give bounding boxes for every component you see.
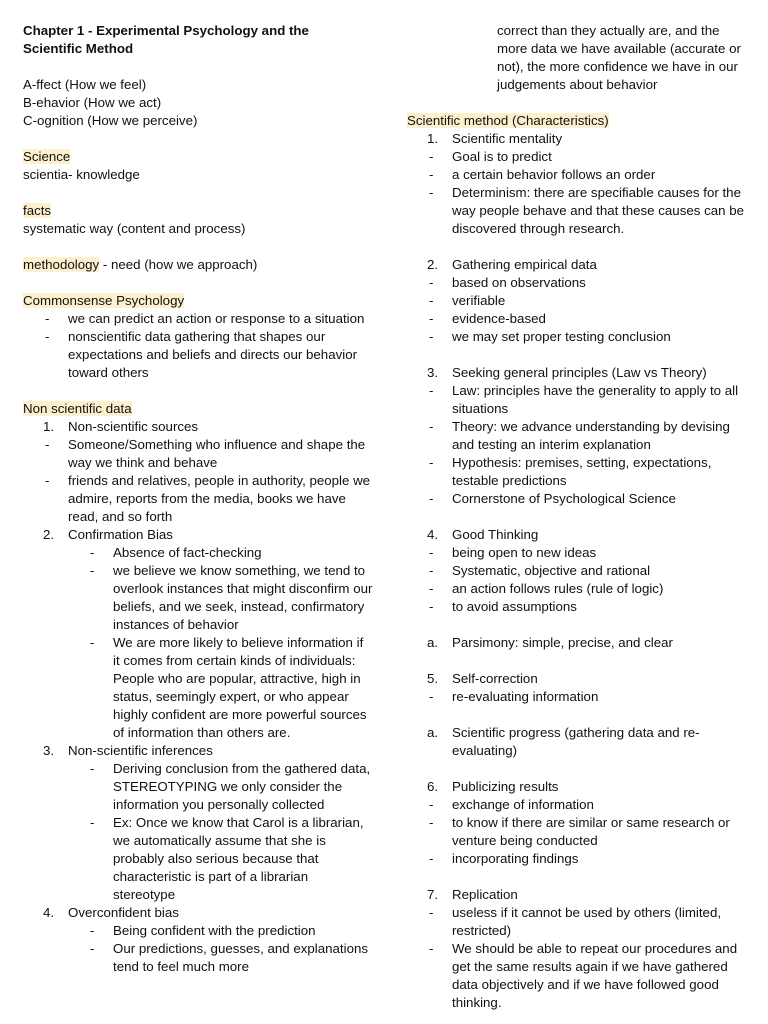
list-item: - nonscientific data gathering that shapes our expectations and beliefs and directs our behavior toward others bbox=[45, 329, 358, 380]
numbered-item: 6. Publicizing results bbox=[427, 779, 559, 794]
list-item: - friends and relatives, people in authority, people we admire, reports from the media, books we have read, and so forth bbox=[45, 473, 371, 524]
right-column bbox=[407, 22, 747, 1012]
numbered-item: 5. Self-correction bbox=[427, 671, 538, 686]
methodology-line bbox=[23, 256, 373, 274]
facts-text: systematic way (content and process) bbox=[23, 221, 246, 236]
numbered-item: 7. Replication bbox=[427, 887, 518, 902]
list-item: - we may set proper testing conclusion bbox=[429, 329, 671, 344]
numbered-item: 2. Gathering empirical data bbox=[427, 257, 597, 272]
list-item: - a certain behavior follows an order bbox=[429, 167, 656, 182]
numbered-item: 4. Good Thinking bbox=[427, 527, 539, 542]
list-item: - we believe we know something, we tend to overlook instances that might disconfirm our beliefs, and we seek, instead, confirmatory instances of behavior bbox=[90, 563, 373, 632]
numbered-item: 3. Non-scientific inferences bbox=[43, 743, 213, 758]
list-item: - based on observations bbox=[429, 275, 586, 290]
list-item: - We are more likely to believe information if it comes from certain kinds of individuals: People who are popular, attractive, high in status, seemingly expert, or who appear highly confident are more powerful sources of information than others are. bbox=[90, 635, 367, 740]
list-item: - useless if it cannot be used by others (limited, restricted) bbox=[429, 905, 722, 938]
facts-heading: facts bbox=[23, 203, 52, 218]
numbered-item: 1. Non-scientific sources bbox=[43, 419, 199, 434]
list-item: - We should be able to repeat our procedures and get the same results again if we have gathered data objectively and if we have followed good thinking. bbox=[429, 941, 738, 1010]
numbered-item: 3. Seeking general principles (Law vs Theory) bbox=[427, 365, 707, 380]
list-item: - to know if there are similar or same research or venture being conducted bbox=[429, 815, 730, 848]
lettered-item: a. Parsimony: simple, precise, and clear bbox=[427, 635, 673, 650]
science-heading: Science bbox=[23, 149, 71, 164]
list-item: - incorporating findings bbox=[429, 851, 579, 866]
lettered-item: a. Scientific progress (gathering data and re-evaluating) bbox=[427, 725, 700, 758]
list-item: - Hypothesis: premises, setting, expectations, testable predictions bbox=[429, 455, 712, 488]
list-item: - Someone/Something who influence and shape the way we think and behave bbox=[45, 437, 366, 470]
list-item: - Ex: Once we know that Carol is a librarian, we automatically assume that she is probably also serious because that characteristic is part of a librarian stereotype bbox=[90, 815, 364, 902]
methodology-text: - need (how we approach) bbox=[99, 257, 258, 272]
list-item: - being open to new ideas bbox=[429, 545, 597, 560]
list-item: - an action follows rules (rule of logic) bbox=[429, 581, 664, 596]
list-item: - to avoid assumptions bbox=[429, 599, 577, 614]
list-item: - re-evaluating information bbox=[429, 689, 599, 704]
list-item: - Our predictions, guesses, and explanations tend to feel much more bbox=[90, 941, 369, 974]
abc-list: A-ffect (How we feel) B-ehavior (How we act) C-ognition (How we perceive) bbox=[23, 77, 198, 128]
list-item: - Deriving conclusion from the gathered data, STEREOTYPING we only consider the information you personally collected bbox=[90, 761, 371, 812]
methodology-heading: methodology bbox=[23, 257, 100, 272]
science-text: scientia- knowledge bbox=[23, 167, 140, 182]
chapter-title: Chapter 1 - Experimental Psychology and the Scientific Method bbox=[23, 23, 309, 56]
list-item: - Law: principles have the generality to apply to all situations bbox=[429, 383, 739, 416]
list-item: - Being confident with the prediction bbox=[90, 923, 316, 938]
numbered-item: 2. Confirmation Bias bbox=[43, 527, 173, 542]
commonsense-heading: Commonsense Psychology bbox=[23, 293, 185, 308]
numbered-item: 1. Scientific mentality bbox=[427, 131, 563, 146]
continued-paragraph: correct than they actually are, and the more data we have available (accurate or not), the more confidence we have in our judgements about behavior bbox=[497, 23, 741, 92]
list-item: - Theory: we advance understanding by devising and testing an interim explanation bbox=[429, 419, 730, 452]
left-column bbox=[23, 22, 373, 976]
numbered-item: 4. Overconfident bias bbox=[43, 905, 179, 920]
list-item: - we can predict an action or response to a situation bbox=[45, 311, 365, 326]
list-item: - Goal is to predict bbox=[429, 149, 552, 164]
list-item: - verifiable bbox=[429, 293, 506, 308]
list-item: - evidence-based bbox=[429, 311, 546, 326]
list-item: - Cornerstone of Psychological Science bbox=[429, 491, 676, 506]
non-scientific-data-heading: Non scientific data bbox=[23, 401, 132, 416]
list-item: - Absence of fact-checking bbox=[90, 545, 262, 560]
list-item: - exchange of information bbox=[429, 797, 594, 812]
scientific-method-heading: Scientific method (Characteristics) bbox=[407, 113, 609, 128]
list-item: - Determinism: there are specifiable causes for the way people behave and that these causes can be discovered through research. bbox=[429, 185, 745, 236]
list-item: - Systematic, objective and rational bbox=[429, 563, 651, 578]
